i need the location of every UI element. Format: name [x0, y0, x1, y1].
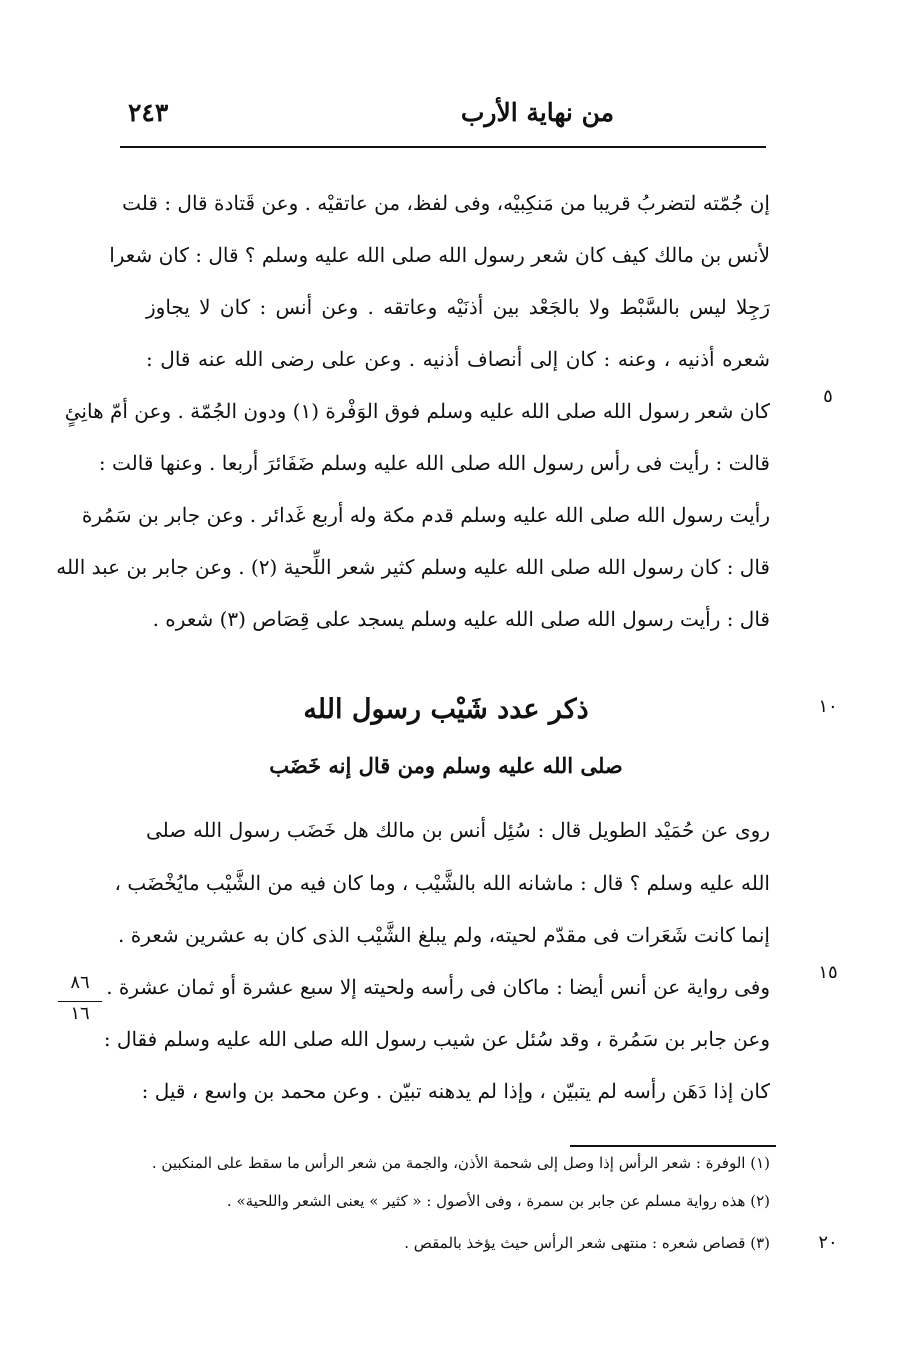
text-line: روى عن حُمَيْد الطويل قال : سُئِل أنس بن مالك هل خَضَب رسول الله صلى	[146, 818, 770, 842]
header-rule	[120, 146, 766, 148]
folio-top: ٨٦	[70, 972, 90, 993]
text-line: رَجِلا ليس بالسَّبْط ولا بالجَعْد بين أذنَيْه وعاتقه . وعن أنس : كان لا يجاوز	[146, 295, 770, 319]
text-line: كان شعر رسول الله صلى الله عليه وسلم فوق الوَفْرة (١) ودون الجُمّة . وعن أمّ هانِئٍ	[64, 399, 770, 423]
line-number-10: ١٠	[818, 696, 838, 717]
footnote: (٣) قصاص شعره : منتهى شعر الرأس حيث يؤخذ بالمقص .	[404, 1234, 770, 1252]
text-line: رأيت رسول الله صلى الله عليه وسلم قدم مكة وله أربع غَدائر . وعن جابر بن سَمُرة	[81, 503, 770, 527]
section-heading: ذكر عدد شَيْب رسول الله	[303, 694, 589, 725]
text-line: إنما كانت شَعَرات فى مقدّم لحيته، ولم يبلغ الشَّيْب الذى كان به عشرين شعرة .	[118, 923, 770, 947]
folio-bottom: ١٦	[70, 1003, 90, 1024]
text-line: وفى رواية عن أنس أيضا : ماكان فى رأسه ولحيته إلا سبع عشرة أو ثمان عشرة .	[106, 975, 770, 999]
footnote: (٢) هذه رواية مسلم عن جابر بن سمرة ، وفى الأصول : « كثير » يعنى الشعر واللحية» .	[226, 1192, 770, 1210]
section-subheading: صلى الله عليه وسلم ومن قال إنه خَضَب	[269, 753, 623, 778]
line-number-5: ٥	[823, 386, 833, 407]
footnote: (١) الوفرة : شعر الرأس إذا وصل إلى شحمة الأذن، والجمة من شعر الرأس ما سقط على المنكبين .	[151, 1154, 770, 1172]
footnote-rule	[570, 1145, 776, 1147]
text-line: وعن جابر بن سَمُرة ، وقد سُئل عن شيب رسول الله صلى الله عليه وسلم فقال :	[103, 1027, 770, 1051]
folio-rule	[58, 1001, 102, 1002]
text-line: إن جُمّته لتضربُ قريبا من مَنكِبيْه، وفى لفظ، من عاتقيْه . وعن قَتادة قال : قلت	[122, 191, 770, 215]
line-number-15: ١٥	[818, 962, 838, 983]
page-number: ٢٤٣	[128, 98, 169, 127]
text-line: لأنس بن مالك كيف كان شعر رسول الله صلى الله عليه وسلم ؟ قال : كان شعرا	[109, 243, 770, 267]
text-line: قالت : رأيت فى رأس رسول الله صلى الله عليه وسلم ضَفَائرَ أربعا . وعنها قالت :	[98, 451, 770, 475]
text-line: قال : كان رسول الله صلى الله عليه وسلم كثير شعر اللِّحية (٢) . وعن جابر بن عبد الله	[56, 555, 770, 579]
page-header	[128, 98, 764, 138]
text-line: الله عليه وسلم ؟ قال : ماشانه الله بالشَّيْب ، وما كان فيه من الشَّيْب مايُخْضَب ،	[114, 871, 770, 895]
running-title: من نهاية الأرب	[460, 98, 614, 127]
line-number-20: ٢٠	[818, 1232, 838, 1253]
text-line: شعره أذنيه ، وعنه : كان إلى أنصاف أذنيه . وعن على رضى الله عنه قال :	[146, 347, 770, 371]
text-line: قال : رأيت رسول الله صلى الله عليه وسلم يسجد على قِصَاص (٣) شعره .	[152, 607, 770, 631]
text-line: كان إذا دَهَن رأسه لم يتبيّن ، وإذا لم يدهنه تبيّن . وعن محمد بن واسع ، قيل :	[141, 1079, 770, 1103]
